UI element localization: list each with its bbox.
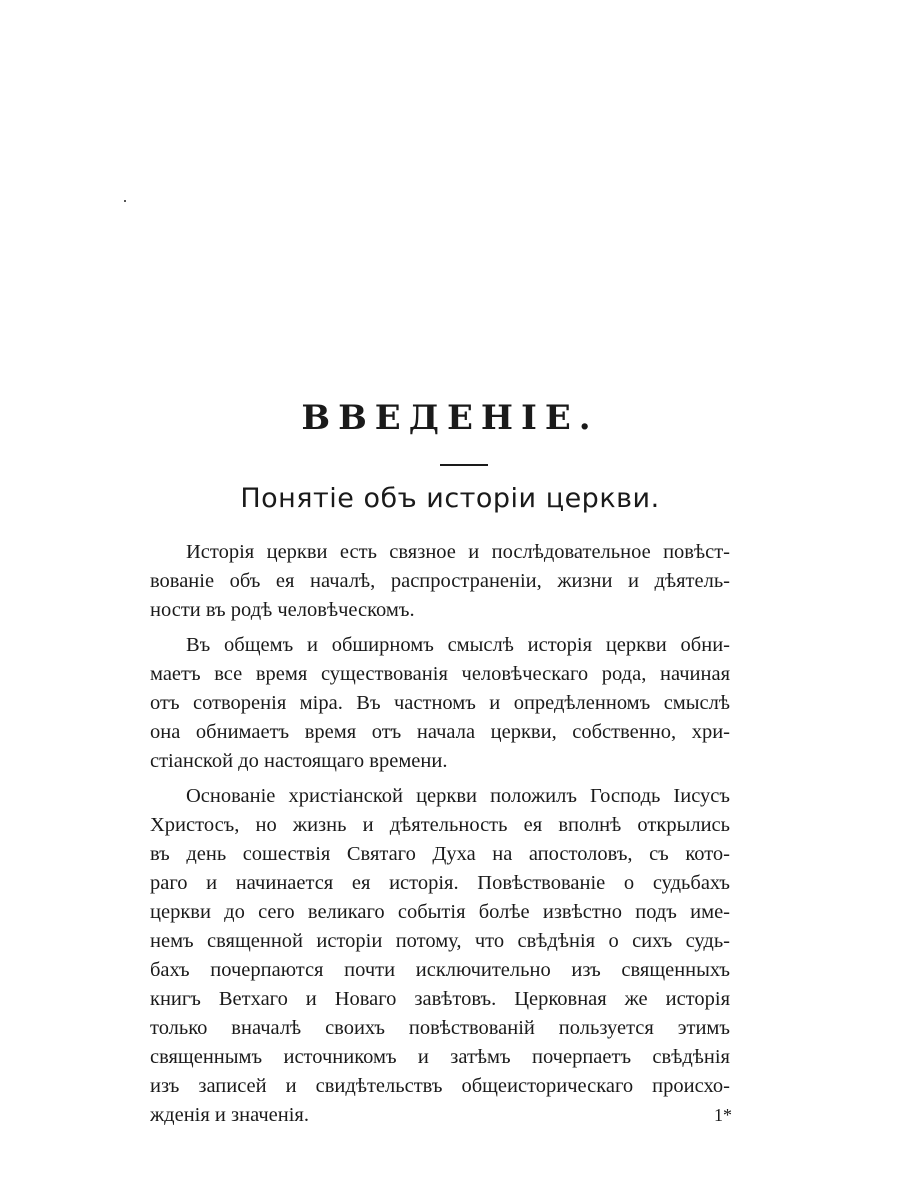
page-number: 1* xyxy=(714,1105,732,1125)
text-line: бахъ почерпаются почти исключительно изъ священныхъ xyxy=(150,959,730,981)
text-line: въ день сошествія Святаго Духа на апостоловъ, съ кото- xyxy=(150,843,730,865)
text-line: раго и начинается ея исторія. Повѣствованіе о судьбахъ xyxy=(150,872,730,894)
body-text xyxy=(150,538,730,1136)
text-line: Основаніе христіанской церкви положилъ Господь Іисусъ xyxy=(186,785,730,807)
text-line: книгъ Ветхаго и Новаго завѣтовъ. Церковная же исторія xyxy=(150,988,730,1010)
paragraph-1 xyxy=(150,538,730,625)
text-line: изъ записей и свидѣтельствъ общеисторическаго происхо- xyxy=(150,1075,730,1097)
text-line: она обнимаетъ время отъ начала церкви, собственно, хри- xyxy=(150,721,730,743)
text-line: ности въ родѣ человѣческомъ. xyxy=(150,599,415,621)
paragraph-3 xyxy=(150,782,730,1130)
text-line: стіанской до настоящаго времени. xyxy=(150,750,448,772)
paragraph-2 xyxy=(150,631,730,776)
text-line: вованіе объ ея началѣ, распространеніи, жизни и дѣятель- xyxy=(150,570,730,592)
scan-speck xyxy=(124,200,126,202)
section-subtitle: Понятіе объ исторіи церкви. xyxy=(240,483,660,514)
text-line: жденія и значенія. xyxy=(150,1104,309,1126)
text-line: отъ сотворенія міра. Въ частномъ и опредѣленномъ смыслѣ xyxy=(150,692,730,714)
text-line: Въ общемъ и обширномъ смыслѣ исторія церкви обни- xyxy=(186,634,730,656)
text-line: немъ священной исторіи потому, что свѣдѣнія о сихъ судь- xyxy=(150,930,730,952)
text-line: Исторія церкви есть связное и послѣдовательное повѣст- xyxy=(186,541,730,563)
text-line: Христосъ, но жизнь и дѣятельность ея вполнѣ открылись xyxy=(150,814,730,836)
text-line: церкви до сего великаго событія болѣе извѣстно подъ име- xyxy=(150,901,730,923)
text-line: священнымъ источникомъ и затѣмъ почерпаетъ свѣдѣнія xyxy=(150,1046,730,1068)
chapter-title: ВВЕДЕНІЕ. xyxy=(301,398,599,438)
title-divider xyxy=(440,464,488,466)
text-line: только вначалѣ своихъ повѣствованій пользуется этимъ xyxy=(150,1017,730,1039)
text-line: маетъ все время существованія человѣческаго рода, начиная xyxy=(150,663,730,685)
